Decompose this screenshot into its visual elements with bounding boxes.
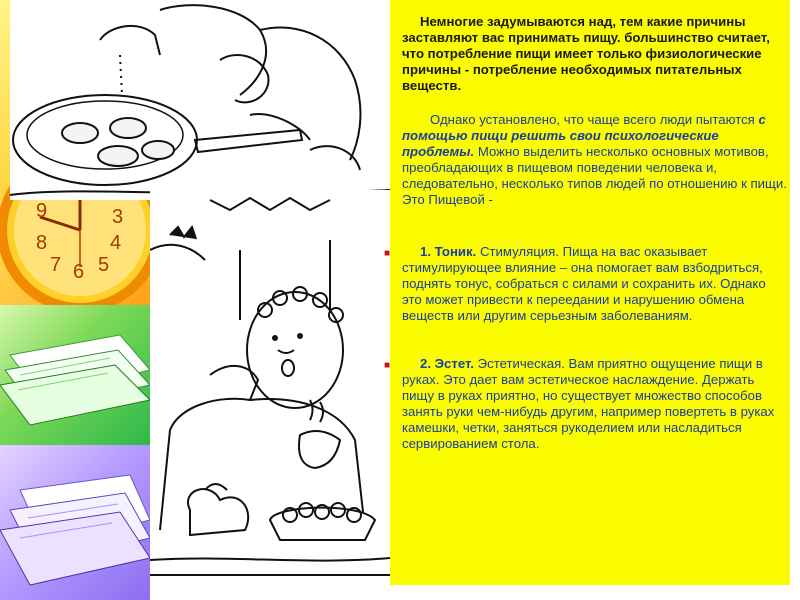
paper-stack-green-image bbox=[0, 315, 150, 435]
intro-paragraph: Немногие задумываются над, тем какие причины заставляют вас принимать пищу. большинство считает, что потребление пищи имеет только физиологические причины - потребление необходимых питательных веществ. bbox=[402, 14, 770, 93]
clock-numeral: 3 bbox=[112, 206, 124, 228]
item-body-aesthete: Эстетическая. Вам приятно ощущение пищи в руках. Это дает вам эстетическое наслаждение. Держать пищу в руках приятно, но существует множество способов занять руки чем-нибудь другим, например повертеть в руках камешки, четки, заняться рукоделием или насладиться сервированием стола. bbox=[402, 356, 775, 451]
text-column bbox=[384, 14, 788, 452]
psychology-paragraph-end: Можно выделить несколько основных мотивов, преобладающих в пищевом поведении человека и, следовательно, несколько типов людей по отношению к пищи. Это Пищевой - bbox=[402, 144, 787, 207]
paper-stack-purple-image bbox=[0, 460, 150, 590]
bullet-icon: ■ bbox=[384, 360, 391, 371]
psychology-paragraph-start: Однако установлено, что чаще всего люди пытаются bbox=[430, 112, 759, 127]
clock-numeral: 8 bbox=[36, 232, 48, 254]
frying-pan-drawing bbox=[10, 0, 390, 200]
illustration-woman-eating bbox=[150, 190, 390, 590]
list-item-aesthete bbox=[384, 356, 788, 452]
item-body-tonic: Стимуляция. Пища на вас оказывает стимулирующее влияние – она помогает вам взбодриться, поднять тонус, собраться с силами и сохранить их. Однако это может привести к переедании и нарушению обмена веществ или другим серьезным заболеваниям. bbox=[402, 244, 766, 323]
clock-numeral: 4 bbox=[110, 232, 122, 254]
clock-numeral: 7 bbox=[50, 254, 62, 276]
clock-numeral: 5 bbox=[98, 254, 110, 276]
woman-eating-drawing bbox=[150, 190, 390, 590]
item-heading-aesthete: 2. Эстет. bbox=[420, 356, 474, 371]
list-item-tonic bbox=[384, 244, 788, 324]
right-margin bbox=[790, 0, 800, 600]
illustration-frying-pan bbox=[10, 0, 390, 200]
clock-numeral: 6 bbox=[73, 261, 85, 283]
bullet-icon: ■ bbox=[384, 248, 391, 259]
item-heading-tonic: 1. Тоник. bbox=[420, 244, 477, 259]
clock-numeral: 9 bbox=[36, 200, 48, 222]
psychology-paragraph bbox=[402, 112, 788, 208]
psychology-emphasis: с помощью пищи решить свои психологические проблемы. bbox=[402, 112, 766, 159]
